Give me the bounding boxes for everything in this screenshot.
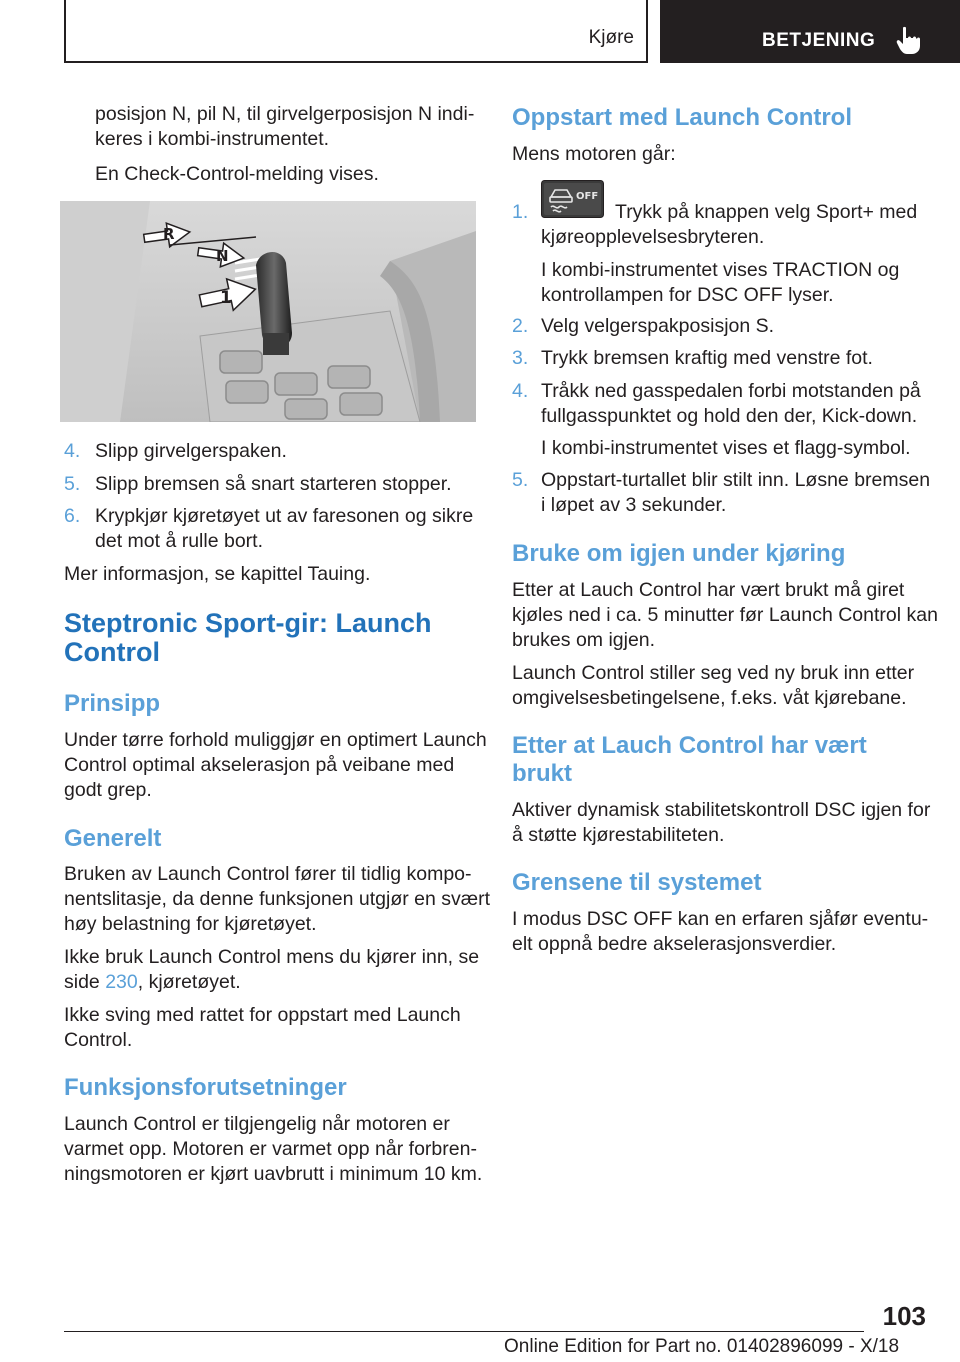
header-section-title: Kjøre bbox=[588, 27, 634, 48]
more-info-paragraph: Mer informasjon, se kapittel Tauing. bbox=[64, 563, 371, 585]
generelt-line: Control. bbox=[64, 1029, 133, 1051]
step-number: 5. bbox=[512, 469, 529, 491]
heading-oppstart: Oppstart med Launch Control bbox=[512, 104, 853, 131]
continued-paragraph-line-1: posisjon N, pil N, til girvelgerposisjon N indi- bbox=[95, 103, 475, 125]
step-subtext: I kombi-instrumentet vises et flagg-symbol. bbox=[541, 437, 911, 459]
page-link-230[interactable]: 230 bbox=[105, 971, 138, 993]
step-subtext: kontrollampen for DSC OFF lyser. bbox=[541, 284, 834, 306]
section-title-line-1: Steptronic Sport-gir: Launch bbox=[64, 608, 432, 638]
heading-grensene: Grensene til systemet bbox=[512, 869, 762, 896]
dsc-off-button-icon bbox=[541, 180, 604, 218]
bruke-line: brukes om igjen. bbox=[512, 629, 656, 651]
grensene-line: elt oppnå bedre akselerasjonsverdier. bbox=[512, 933, 837, 955]
heading-funksjonsforutsetninger: Funksjonsforutsetninger bbox=[64, 1074, 347, 1101]
funksjon-line: Launch Control er tilgjengelig når motoren er bbox=[64, 1113, 450, 1135]
step-text: i løpet av 3 sekunder. bbox=[541, 494, 727, 516]
header-chapter-tab bbox=[660, 0, 960, 63]
step-number: 6. bbox=[64, 505, 81, 527]
step-number: 2. bbox=[512, 315, 529, 337]
section-title-line-2: Control bbox=[64, 637, 160, 667]
generelt-line: nentslitasje, da denne funksjonen utgjør en svært bbox=[64, 888, 491, 910]
page-ref-suffix: , kjøretøyet. bbox=[137, 971, 241, 993]
step-text: Tråkk ned gasspedalen forbi motstanden på bbox=[541, 380, 921, 402]
step-text: Oppstart-turtallet blir stilt inn. Løsne bremsen bbox=[541, 469, 931, 491]
step-number: 4. bbox=[64, 440, 81, 462]
step-text: Velg velgerspakposisjon S. bbox=[541, 315, 775, 337]
bruke-line: Etter at Lauch Control har vært brukt må giret bbox=[512, 579, 905, 601]
generelt-line: høy belastning for kjøretøyet. bbox=[64, 913, 317, 935]
etter-line: å støtte kjørestabiliteten. bbox=[512, 824, 725, 846]
page-number: 103 bbox=[882, 1301, 926, 1331]
heading-bruke-om-igjen: Bruke om igjen under kjøring bbox=[512, 540, 846, 567]
heading-etter-line-1: Etter at Lauch Control har vært bbox=[512, 732, 867, 759]
heading-prinsipp: Prinsipp bbox=[64, 690, 161, 717]
step-text: det mot å rulle bort. bbox=[95, 530, 263, 552]
step-number: 4. bbox=[512, 380, 529, 402]
step-text: Trykk på knappen velg Sport+ med bbox=[615, 201, 918, 223]
bruke-line: omgivelsesbetingelsene, f.eks. våt kjørebane. bbox=[512, 687, 907, 709]
header-chapter-title: BETJENING bbox=[762, 30, 876, 51]
heading-etter-line-2: brukt bbox=[512, 760, 572, 787]
oppstart-intro: Mens motoren går: bbox=[512, 143, 676, 165]
prinsipp-line: Control optimal akselerasjon på veibane med bbox=[64, 754, 455, 776]
header-section-box bbox=[64, 0, 648, 63]
figure-label-n: N bbox=[216, 247, 229, 265]
continued-paragraph-line-2: keres i kombi-instrumentet. bbox=[95, 128, 330, 150]
step-text: Krypkjør kjøretøyet ut av faresonen og sikre bbox=[95, 505, 474, 527]
step-number: 3. bbox=[512, 347, 529, 369]
dsc-off-label: OFF bbox=[576, 191, 599, 202]
generelt-line: Ikke bruk Launch Control mens du kjører inn, se bbox=[64, 946, 480, 968]
pointing-hand-icon bbox=[896, 26, 922, 54]
step-text: Trykk bremsen kraftig med venstre fot. bbox=[541, 347, 873, 369]
figure-label-r: R bbox=[163, 225, 175, 243]
generelt-line: Ikke sving med rattet for oppstart med Launch bbox=[64, 1004, 461, 1026]
step-subtext: I kombi-instrumentet vises TRACTION og bbox=[541, 259, 900, 281]
step-text: Slipp girvelgerspaken. bbox=[95, 440, 287, 462]
heading-generelt: Generelt bbox=[64, 825, 162, 852]
figure-label-1: 1 bbox=[220, 288, 232, 308]
bruke-line: Launch Control stiller seg ved ny bruk inn etter bbox=[512, 662, 915, 684]
page-ref-prefix: side bbox=[64, 971, 106, 993]
footer-edition: Online Edition for Part no. 01402896099 - X/18 bbox=[504, 1336, 900, 1357]
generelt-page-ref-line bbox=[64, 970, 241, 995]
prinsipp-line: godt grep. bbox=[64, 779, 152, 801]
step-number: 1. bbox=[512, 201, 529, 223]
bruke-line: kjøles ned i ca. 5 minutter før Launch Control kan bbox=[512, 604, 938, 626]
step-text: fullgasspunktet og hold den der, Kick-down. bbox=[541, 405, 918, 427]
grensene-line: I modus DSC OFF kan en erfaren sjåfør eventu- bbox=[512, 908, 929, 930]
etter-line: Aktiver dynamisk stabilitetskontroll DSC igjen for bbox=[512, 799, 931, 821]
funksjon-line: ningsmotoren er kjørt uavbrutt i minimum 10 km. bbox=[64, 1163, 483, 1185]
step-text: Slipp bremsen så snart starteren stopper. bbox=[95, 473, 452, 495]
step-text: kjøreopplevelsesbryteren. bbox=[541, 226, 765, 248]
prinsipp-line: Under tørre forhold muliggjør en optimert Launch bbox=[64, 729, 487, 751]
gear-selector-illustration bbox=[60, 201, 476, 422]
funksjon-line: varmet opp. Motoren er varmet opp når forbren- bbox=[64, 1138, 477, 1160]
generelt-line: Bruken av Launch Control fører til tidlig kompo- bbox=[64, 863, 472, 885]
footer-divider bbox=[64, 1331, 864, 1332]
step-number: 5. bbox=[64, 473, 81, 495]
check-control-paragraph: En Check-Control-melding vises. bbox=[95, 163, 379, 185]
